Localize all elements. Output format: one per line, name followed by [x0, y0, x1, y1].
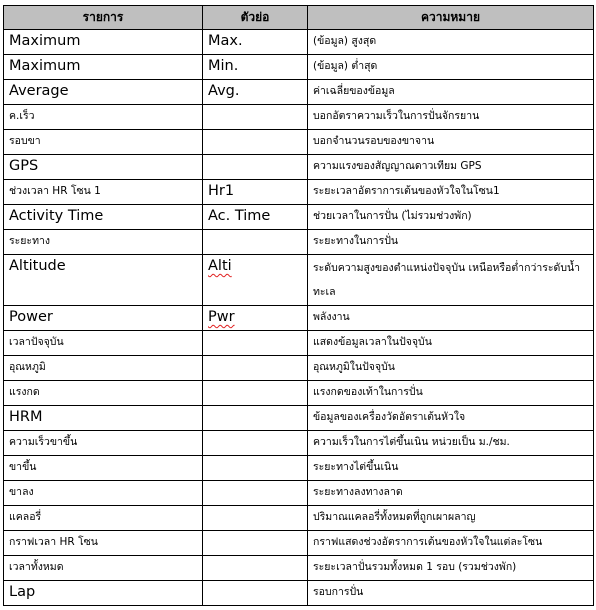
table-row: [4, 80, 594, 105]
meaning-cell: บอกอัตราความเร็วในการปั่นจักรยาน: [308, 105, 594, 130]
table-row: [4, 331, 594, 356]
item-cell: เวลาทั้งหมด: [4, 556, 203, 581]
table-row: [4, 481, 594, 506]
meaning-cell: บอกจำนวนรอบของขาจาน: [308, 130, 594, 155]
table-row: [4, 581, 594, 606]
meaning-cell: ค่าเฉลี่ยของข้อมูล: [308, 80, 594, 105]
meaning-cell: ปริมาณแคลอรี่ทั้งหมดที่ถูกเผาผลาญ: [308, 506, 594, 531]
item-cell: ช่วงเวลา HR โซน 1: [4, 180, 203, 205]
item-cell: Altitude: [4, 255, 203, 306]
meaning-cell: ระยะเวลาปั่นรวมทั้งหมด 1 รอบ (รวมช่วงพัก): [308, 556, 594, 581]
item-cell: ความเร็วขาขึ้น: [4, 431, 203, 456]
meaning-cell: (ข้อมูล) ต่ำสุด: [308, 55, 594, 80]
abbr-cell: [203, 531, 308, 556]
meaning-cell: อุณหภูมิในปัจจุบัน: [308, 356, 594, 381]
abbr-cell: [203, 581, 308, 606]
meaning-cell: ความเร็วในการไต่ขึ้นเนิน หน่วยเป็น ม./ชม.: [308, 431, 594, 456]
table-row: [4, 180, 594, 205]
meaning-cell: รอบการปั่น: [308, 581, 594, 606]
item-cell: Lap: [4, 581, 203, 606]
meaning-cell: ระยะทางในการปั่น: [308, 230, 594, 255]
abbr-cell: Max.: [203, 30, 308, 55]
glossary-table: [3, 5, 594, 606]
item-cell: ขาขึ้น: [4, 456, 203, 481]
item-cell: ระยะทาง: [4, 230, 203, 255]
item-cell: Activity Time: [4, 205, 203, 230]
table-row: [4, 55, 594, 80]
abbr-cell: [203, 255, 308, 306]
header-abbreviation: ตัวย่อ: [203, 6, 308, 30]
abbr-cell: [203, 556, 308, 581]
abbr-text: Pwr: [208, 309, 235, 325]
abbr-text: Alti: [208, 258, 232, 274]
abbr-cell: [203, 105, 308, 130]
abbr-cell: [203, 456, 308, 481]
abbr-cell: [203, 381, 308, 406]
meaning-cell: ระยะทางไต่ขึ้นเนิน: [308, 456, 594, 481]
item-cell: กราฟเวลา HR โซน: [4, 531, 203, 556]
meaning-cell: แรงกดของเท้าในการปั่น: [308, 381, 594, 406]
table-row: [4, 255, 594, 306]
item-cell: ขาลง: [4, 481, 203, 506]
item-cell: GPS: [4, 155, 203, 180]
meaning-cell: พลังงาน: [308, 306, 594, 331]
item-cell: Average: [4, 80, 203, 105]
table-row: [4, 105, 594, 130]
header-row: [4, 6, 594, 30]
abbr-cell: Min.: [203, 55, 308, 80]
table-row: [4, 306, 594, 331]
table-row: [4, 406, 594, 431]
item-cell: รอบขา: [4, 130, 203, 155]
item-cell: แคลอรี่: [4, 506, 203, 531]
abbr-cell: [203, 230, 308, 255]
item-cell: Power: [4, 306, 203, 331]
meaning-cell: ระยะเวลาอัตราการเต้นของหัวใจในโซน1: [308, 180, 594, 205]
abbr-cell: [203, 130, 308, 155]
table-row: [4, 531, 594, 556]
table-row: [4, 556, 594, 581]
meaning-cell: ข้อมูลของเครื่องวัดอัตราเต้นหัวใจ: [308, 406, 594, 431]
meaning-cell: ช่วยเวลาในการปั่น (ไม่รวมช่วงพัก): [308, 205, 594, 230]
table-row: [4, 506, 594, 531]
table-row: [4, 205, 594, 230]
header-meaning: ความหมาย: [308, 6, 594, 30]
item-cell: เวลาปัจจุบัน: [4, 331, 203, 356]
meaning-cell: ระยะทางลงทางลาด: [308, 481, 594, 506]
meaning-cell: ความแรงของสัญญาณดาวเทียม GPS: [308, 155, 594, 180]
abbr-cell: [203, 306, 308, 331]
abbr-cell: [203, 331, 308, 356]
item-cell: HRM: [4, 406, 203, 431]
meaning-cell: แสดงข้อมูลเวลาในปัจจุบัน: [308, 331, 594, 356]
table-row: [4, 381, 594, 406]
meaning-cell: กราฟแสดงช่วงอัตราการเต้นของหัวใจในแต่ละโซน: [308, 531, 594, 556]
abbr-cell: [203, 431, 308, 456]
table-row: [4, 431, 594, 456]
abbr-cell: Avg.: [203, 80, 308, 105]
table-row: [4, 230, 594, 255]
table-row: [4, 30, 594, 55]
abbr-cell: [203, 506, 308, 531]
abbr-cell: [203, 481, 308, 506]
item-cell: Maximum: [4, 30, 203, 55]
header-item: รายการ: [4, 6, 203, 30]
abbr-cell: Hr1: [203, 180, 308, 205]
item-cell: แรงกด: [4, 381, 203, 406]
meaning-cell: (ข้อมูล) สูงสุด: [308, 30, 594, 55]
table-row: [4, 456, 594, 481]
meaning-cell: ระดับความสูงของตำแหน่งปัจจุบัน เหนือหรือต่ำกว่าระดับน้ำทะเล: [308, 255, 594, 306]
table-row: [4, 356, 594, 381]
abbr-cell: [203, 356, 308, 381]
table-row: [4, 155, 594, 180]
abbr-cell: [203, 406, 308, 431]
item-cell: อุณหภูมิ: [4, 356, 203, 381]
table-row: [4, 130, 594, 155]
item-cell: ค.เร็ว: [4, 105, 203, 130]
abbr-cell: Ac. Time: [203, 205, 308, 230]
abbr-cell: [203, 155, 308, 180]
item-cell: Maximum: [4, 55, 203, 80]
